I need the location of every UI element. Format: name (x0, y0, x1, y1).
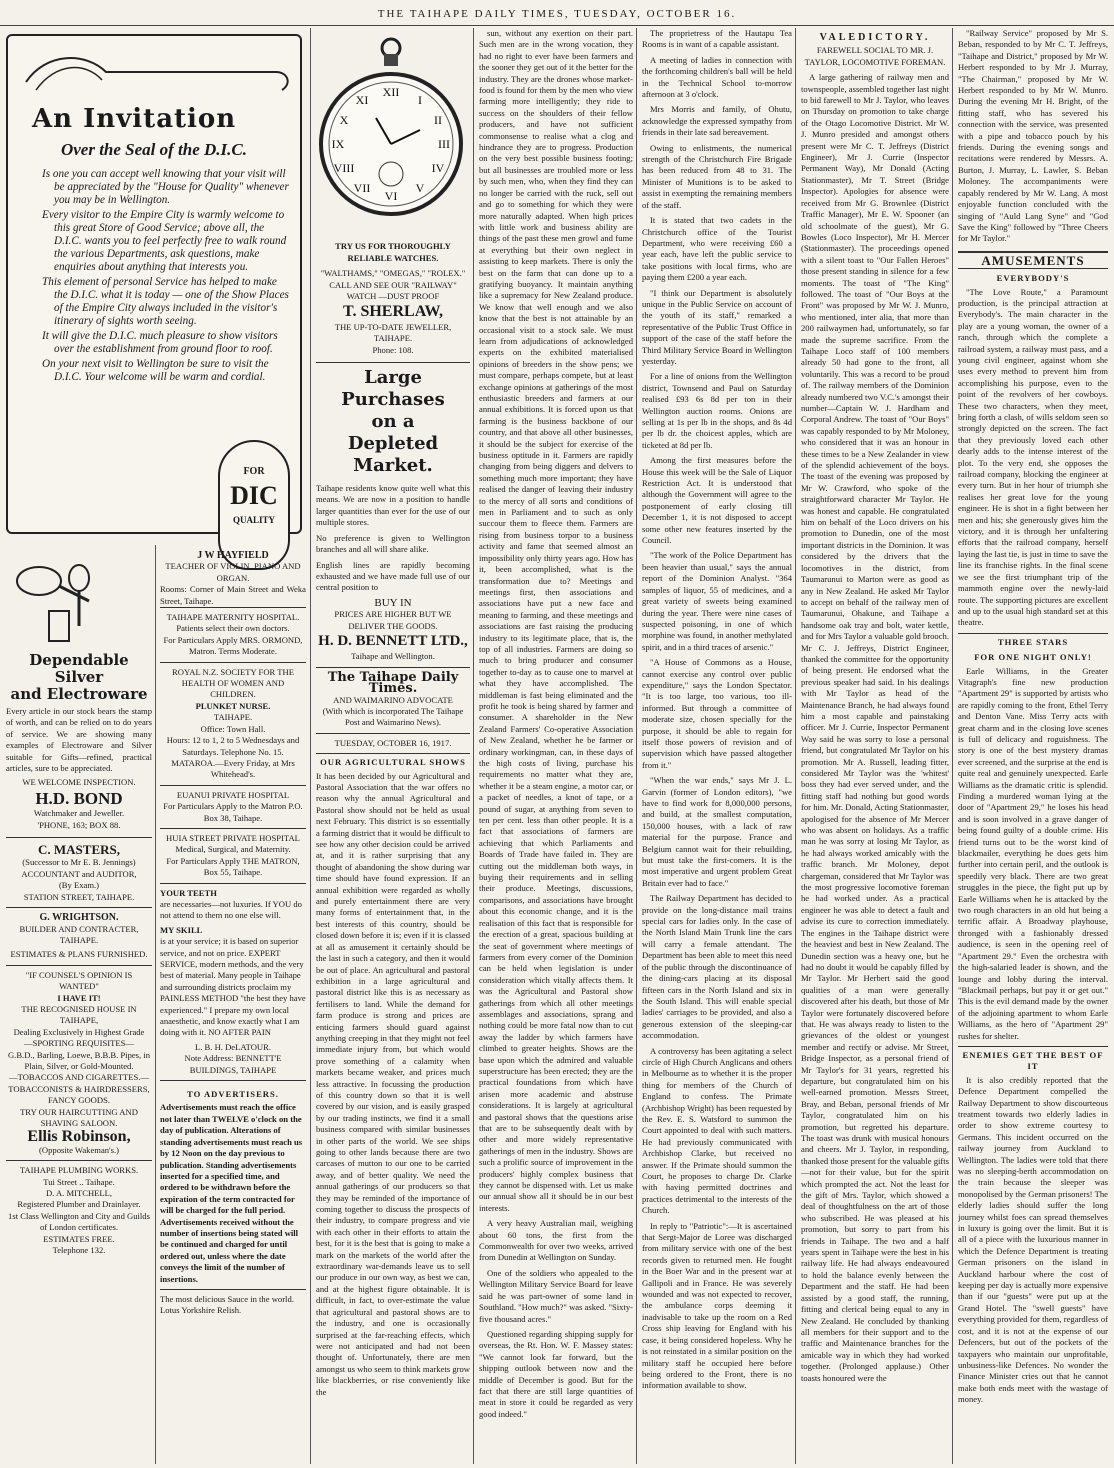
sherlaw-phone: Phone: 108. (372, 344, 414, 355)
sherlaw-sub: THE UP-TO-DATE JEWELLER, TAIHAPE. (334, 321, 452, 344)
svg-text:VII: VII (353, 181, 371, 195)
counsel-line: —SPORTING REQUISITES— (23, 1038, 134, 1049)
huia-sub: Medical, Surgical, and Maternity. (175, 844, 291, 855)
column-5 (801, 28, 949, 1464)
euanui-sub: For Particulars Apply to the Matron P.O. Box 38, Taihape. (163, 801, 303, 823)
valedictory-text: A large gathering of railway men and townspeople, assembled together last night to bid farewell to Mr J. Taylor, who leaves on Thursday on promotion to take charge of the Otago Locomotive District. Mr W. J. Munro presided and amongst others present were Mr C. T. Jeffreys (District Engineer), Mr J. Currie (Inspector Permanent Way), Mr Donald (Acting Stationmaster), Mr T. Street (Bridge Inspector). Apologies for absence were received from Mr G. Brownlee (District Traffic Manager), Mr E. W. Spooner (an old schoolmate of the guest), Mr G. Bowles (Loco Inspector), Mr H. Mercer (Stationmaster). The proceedings opened with a silent toast to "Our Fallen Heroes" those present standing in silence for a few moments. The toast of "The King" followed. The toast of "Our Boys at the Front" was proposed by Mr W. J. Munro, who mentioned, inter alia, that more than 200 railwaymen had, unfortunately, so far made the supreme sacrifice. From the Taihape Loco staff of 100 members already 50 had gone to the front, all voluntarily. This was a record to be proud of. The railway members of the Dominion already numbered two V.C.'s amongst their number—Captain W. J. Hardham and Corporal Andrew. The toast of "Our Boys" was capably responded to by Mr Moloney, who considered that it was an honour in these times to be a New Zealander in view of the splendid achievement of the boys. The toast of the evening was proposed by Mr W. Crawford, who spoke of the straightforward character Mr Taylor. He was honest and capable. He congratulated him on behalf of the Loco drivers on his promotion to Dunedin, one of the most important districts in the Dominion. It was considered by the drivers that the locomotives in the district, from Taumarunui to Marton were as good as any in New Zealand. He asked Mr Taylor to accept on behalf of the railway men of Taumarunui, Ohakune, and Taihape a handsome oak tray and bolt, water kettle, and for Mrs Taylor a valuable gold brooch. Mr C. J. Jeffreys, District Engineer, thanked the committee for the opportunity of being present. He endorsed what the previous speaker had said. In his dealings with Mr Taylor as head of the Maintenance Branch, he had always found him a most capable and painstaking officer. Mr J. Currie, Inspector Permanent Way said he was sorry to lose a personal friend, but congratulated Mr Taylor on his promotion. Mr A. Russell, leading fitter, considered Mr Taylor was the 'whitest' boss they had ever served under, and the fitting staff had nothing but good words for him. Mr. Donald, Acting Stationmaster, apologised for the absence of Mr Mercer who was absent on holidays. As a traffic man he was sorry at losing Mr Taylor, as he had always worked amicably with the traffic branch. Mr Moloney, depot chargeman, considered that Mr Taylor was the most progressive locomotive foreman he had worked under. As a practical engineer he was able to detect a fault and advise its cure to correction immediately. The engines in the Taihape district were the heaviest and best in New Zealand. The Dunedin section was a heavy one, but he had no doubt it would be capably filled by Mr Taylor. Mr Herbert said the good qualities of a man were generally discovered after his death, but those of Mr Taylor were fortunately discovered before that. He was always ready to listen to the grievances of the oldest or youngest member and rectify or advise. Mr Street, Bridge Inspector, as a personal friend of Mr Taylor's for 31 years, regretted his departure, but congratulated him on his well-earned promotion. Messrs Street, Bray, and Beban, personal friends of Mr Taylor, congratulated him on his promotion, but regretted his departure. The toast was drunk with musical honours and cheers. Mr J. Taylor, in responding, thanked those present for the valuable gifts —not for their value, but for the spirit which prompted the act. Not the least for the gift of Mrs. Taylor, which showed a deal of thoughtfulness on the art of those who subscribed. He was pleased at his promotion, but sorry to part from his friends in Taihape. The two and a half years spent in Taihape were the best in his railway life. He had always endeavoured to hold the balance evenly between the Department and the staff. He had been assisted by a good staff, the running, fitting and clerical being equal to any in New Zealand. He concluded by thanking all members for their support and to the traffic and Maintenance branches for the amicable way in which they had worked together. (Prolonged applause.) Other toasts honoured were the (801, 72, 949, 1383)
masters-ad (6, 837, 152, 907)
plunket-location: TAIHAPE. (213, 712, 253, 723)
counsel-line: I HAVE IT! (57, 992, 101, 1003)
masters-job: ACCOUNTANT and AUDITOR, (21, 868, 137, 879)
dentist-ad (160, 883, 306, 1081)
news-item: "When the war ends," says Mr J. L. Garvin (former of London editors), "we have to find work for 8,000,000 persons, and build, at the smallest computation, 150,000 houses, with a lack of raw material for the purpose. France and Belgium cannot wait for their rebuilding, but must take the first-comers. It is the most imperative and urgent problem Great Britain ever had to face." (642, 775, 792, 888)
plumb-line: Telephone 132. (52, 1245, 106, 1256)
column-rule (795, 28, 796, 1464)
maternity-sub: Patients select their own doctors. (176, 623, 290, 634)
column-1a (6, 550, 152, 1464)
large-purchases-2: on a (371, 411, 415, 433)
invite-paragraph: This element of personal Service has helped to make the D.I.C. what it is today — one of the Show Places of the Empire City always included in the visitor's itinerary of sights worth seeing. (42, 276, 289, 327)
bennett-text-3: English lines are rapidly becoming exhausted and we have made full use of our central position to (316, 559, 470, 593)
hayfield-job: TEACHER OF VIOLIN, PIANO AND ORGAN. (165, 561, 301, 583)
plumb-line: D. A. MITCHELL, (45, 1188, 113, 1199)
bennett-text: Taihape residents know quite well what this means. We are now in a position to handle larger quantities than ever for the use of our multiple stores. (316, 483, 470, 528)
column-rule (155, 545, 156, 1464)
news-item: "I think our Department is absolutely unique in the Public Service on account of the youth of its staff," remarked a representative of the Public Trust Office in support of the case of the staff before the Third Military Service Board in Wellington yesterday. (642, 287, 792, 366)
masters-sub: (Successor to Mr E. B. Jennings) (22, 857, 136, 868)
svg-text:III: III (438, 137, 450, 151)
royal-society: ROYAL N.Z. SOCIETY FOR THE HEALTH OF WOMEN AND CHILDREN. (172, 666, 294, 700)
masters-name: C. MASTERS, (38, 842, 120, 858)
valedictory-title: VALEDICTORY. (819, 32, 931, 43)
bond-phone: 'PHONE, 163; BOX 88. (37, 819, 121, 830)
skill-text: is at your service; it is based on superior service, and not on price. EXPERT SERVICE, modern methods, and the very best of material. Many people in Taihape and surrounding districts proclaim my PAINLESS METHOD "the best they have experienced." I prepare my own local anaesthetic, and know exactly what I am doing with it. NO AFTER PAIN (160, 936, 306, 1038)
counsel-line: G.B.D., Barling, Loewe, B.B.B. Pipes, in Plain, Silver, or Gold-Mounted. (7, 1049, 151, 1071)
column-2 (316, 28, 470, 1464)
lotus-ad (160, 1289, 306, 1321)
news-item: A very heavy Australian mail, weighing about 60 tons, the first from the Commonwealth for over two weeks, arrived from Dunedin at Wellington on Sunday. (479, 1218, 633, 1263)
robinson-ad (6, 965, 152, 1161)
masthead (316, 667, 470, 733)
maternity-ad (160, 607, 306, 662)
plunket-title: PLUNKET NURSE. (195, 700, 271, 711)
maternity-matron: Matron. Terms Moderate. (188, 646, 278, 657)
valedictory-subtitle: FAREWELL SOCIAL TO MR. J. TAYLOR, LOCOMOTIVE FOREMAN. (804, 45, 946, 67)
brush-mirror-icon (9, 556, 149, 646)
column-rule (473, 28, 474, 1464)
bennett-location: Taihape and Wellington. (351, 651, 435, 662)
latour-name: L. B. H. DeLATOUR. (195, 1041, 271, 1052)
advertisers-title: TO ADVERTISERS. (187, 1089, 279, 1100)
wrightson-name: G. WRIGHTSON. (39, 912, 119, 924)
plunket-mataroa: MATAROA.—Every Friday, at Mrs Whitehead's. (171, 757, 295, 780)
bennett-ad (316, 362, 470, 667)
plunket-hours: Hours: 12 to 1, 2 to 5 Wednesdays and Saturdays. Telephone No. 15. (166, 735, 300, 757)
news-item: In reply to "Patriotic":—It is ascertained that Sergt-Major de Loree was discharged from military service with one of the best records given to returned men. He fought in the Boer War and in the present war at Gallipoli and in France. He was severely wounded and was not expected to recover, the ambulance corps deeming it inadvisable to take up the room on a Red Cross ship leaving for England with his case, it being considered hopeless. Why he is not reinstated in a similar position on the military staff he occupied here before being ordered to the Front, there is no information available to show. (642, 1220, 792, 1391)
advertisers-notice (160, 1080, 306, 1289)
news-item: One of the soldiers who appealed to the Wellington Military Service Board for leave said he was part-owner of some land in Southland. "How much?" was asked. "Sixty-five thousand acres." (479, 1267, 633, 1324)
watch-tagline: TRY US FOR THOROUGHLY RELIABLE WATCHES. (335, 241, 451, 263)
news-item: A meeting of ladies in connection with the forthcoming children's ball will be held in the Technical School to-morrow afternoon at 3 o'clock. (642, 54, 792, 100)
maternity-apply: For Particulars Apply MRS. ORMOND, (163, 634, 303, 645)
hayfield-rooms: Rooms: Corner of Main Street and Weka Street, Taihape. (160, 584, 306, 606)
editorial-title: OUR AGRICULTURAL SHOWS (316, 753, 470, 768)
large-purchases: Large Purchases (341, 367, 445, 411)
ellis-robinson: Ellis Robinson, (27, 1128, 131, 1146)
paper-title: The Taihape Daily Times. (327, 669, 459, 697)
watch-brands: "WALTHAMS," "OMEGAS," "ROLEX." CALL AND SEE OUR "RAILWAY" WATCH —DUST PROOF (320, 268, 466, 302)
bond-trade: Watchmaker and Jeweller. (33, 808, 125, 819)
wrightson-ad (6, 907, 152, 965)
counsel-line: TRY OUR HAIRCUTTING AND SHAVING SALOON. (20, 1106, 138, 1128)
news-item: The proprietress of the Hautapu Tea Rooms is in want of a capable assistant. (642, 28, 792, 50)
news-item: The Railway Department has decided to provide on the long-distance mail trains special cars for ladies only. In the case of the North Island Main Trunk line the cars will carry a female attendant. The Department has been able to meet this need of the public through the discontinuance of the dining-cars placing at its disposal fifteen cars in the North Island and six in the South Island. This will enable special ladies' carriages to be provided, and also a generous extension of the sleeping-car accommodation. (642, 893, 792, 1041)
plumbing-ad (6, 1160, 152, 1260)
invite-body (42, 168, 290, 384)
svg-text:V: V (415, 181, 425, 195)
paper-subtitle: AND WAIMARINO ADVOCATE (333, 694, 453, 705)
news-item: "A House of Commons as a House, cannot exercise any control over public expenditure," says the London Spectator. "It is too large, too various, too ill-informed. But through a committee of moderate size, chosen specially for the purpose, it should be able to regain for itself those powers of revision and of supervision which have passed altogether from it." (642, 657, 792, 770)
svg-text:II: II (434, 113, 442, 127)
bennett-text-2: No preference is given to Wellington branches and all will share alike. (316, 532, 470, 555)
news-item: Questioned regarding shipping supply for overseas, the Rt. Hon. W. F. Massey states: "We cannot look far forward, but the shipping outlook between now and the middle of December is good. But for the fact that there are still large quantities of meat in store it could be regarded as very good indeed." (479, 1328, 633, 1419)
plunket-ad (160, 662, 306, 785)
buy-in: BUY IN (374, 596, 412, 609)
pocket-watch-icon (316, 34, 466, 234)
editorial-continued: sun, without any exertion on their part. Such men are in the wrong vocation, they had no right to ever have been farmers and the sooner they get out of it the better for the industry. They are the drones whose market-food is found for them by the men who view farming more intelligently; they ride to success on the shoulders of their fellow producers, and have not sufficient commonsense to realise what a clog and hindrance they are to progress. Production on the very best possible business footing; but all businesses are troubled more or less by such men, who, when they find they can no longer be carried with the ruck, sell out and go to something for which they were more naturally adapted. When high prices with little work and business ability are things of the past these men growl and fume at everything but their own neglect in assisting to keep markets. There is only the best on the farm that can done up to a gratifying buoyancy. It maintain anything like a supremacy for New Zealand produce. We know that well enough and we also know that the best is not attainable by an occasional visit to a stock sale. We must learn from adjudications of acknowledged experts on the exhibited materialised opinions of breeders in the show pens; we must compare, perhaps compete, but at least exchange opinions at gatherings of the most enthusiastic breeders and farmers at our annual exhibitions. It is forced upon us that farming is the business backbone of our country, and that above all other businesses, it should be the subject for exercise of the business optitude in it. Farmers are rapidly changing from being diggers and delvers to something much more important; they have realised the danger of leaving their industry to the mercy of all sorts and conditions of men in Parliament and to such as only succour them to fleece them. Farmers are rising from business torpor to a business activity and fame that seemed almost an impossibility only thirty years ago. How has it, been accomplished, what is the transformation due to? Meetings and meetings first, then associations and associations have put a new face and meaning to farming, and these meetings and associations are fast raising the producing industry to its legitimate place, that is, the top of all industries. Farmers are doing so much to bring producer and consumer together to-day as to cause one to marvel at what they have accomplished. The middleman is fast being eliminated and the profit he took is being shared by farmer and consumer. A shareholder in the New Zealand Farmers' Co-operative Association of New Zealand, whether he be farmer or ordinary workingman, can, in these days of the high costs of living, purchase his requirements no matter what they are, whether it be a steam engine, a motor car, or a packet of needles, a knot of tape, or a pound of sugar, at anything from seven to ten per cent. less than other people. It is a fact that associations of farmers are achieving that which Parliaments and Boards of Trade have failed in. They are cutting out the middleman both ways, in buying their requirements and in selling their produce. Meetings, discussions, comparisons, and associations have brought about this economic change, and it is the realisation of this fact that is responsible for the erection of a great, spacious building at the seat of government where meetings of farmers from every corner of the Dominion can be held when legislation is under consideration which vitally affects them. It was the Agricultural and Pastoral show gatherings from which all other meetings assemblages and associations, sprang and nothing could be more fatal now than to cut away the ladder by which farmers have climbed to greater heights. Shows are the base upon which the admired and valuable superstructure has been erected; they are the practical foundations from which have arisen more academic and abstruse considerations. It is largely at agricultural and pastoral shows that the questions arise that are to be subsequently dealt with by other and more widely representative gatherings of men in the industry. Shows are such a prolific source of improvement in the producers' highly complex business that they cannot be dispensed with. Let us make our annual show all it should be in our best interests. (479, 28, 633, 1213)
news-item: Owing to enlistments, the numerical strength of the Christchurch Fire Brigade has been reduced from 48 to 31. The Minister of Munitions is to be asked to assist in exempting the remaining members of the staff. (642, 142, 792, 210)
column-3 (479, 28, 633, 1464)
seal-for: FOR (243, 466, 265, 477)
column-4 (642, 28, 792, 1464)
euanui-title: EUANUI PRIVATE HOSPITAL (176, 789, 290, 800)
column-rule (310, 28, 311, 1464)
counsel-line: THE RECOGNISED HOUSE IN TAIHAPE, (21, 1003, 137, 1026)
svg-text:VIII: VIII (333, 161, 355, 175)
bond-title: Dependable Silver (29, 651, 129, 686)
masters-address: STATION STREET, TAIHAPE. (23, 891, 135, 902)
maternity-title: TAIHAPE MATERNITY HOSPITAL. (166, 612, 300, 623)
plumb-line: 1st Class Wellington and City and Guilds of London certificates. (8, 1210, 150, 1233)
seal-quality: QUALITY (232, 515, 275, 525)
wrightson-job: BUILDER AND CONTRACTER, TAIHAPE. (19, 923, 139, 945)
ellis-sub: (Opposite Wakeman's.) (39, 1144, 119, 1155)
plunket-office: Office: Town Hall. (200, 723, 266, 734)
invite-paragraph: Is one you can accept well knowing that your visit will be appreciated by the "House for Quality" whenever you may be in Wellington. (42, 168, 289, 206)
news-item: Mrs Morris and family, of Ohutu, acknowledge the expressed sympathy from friends in their late sad bereavement. (642, 104, 792, 138)
bond-text: Every article in our stock bears the stamp of worth, and can be relied on to do years of service. We are showing many examples of Electroware and Silver suitable for Gifts—refined, practical articles, sure to be appreciated. (6, 706, 152, 774)
dic-invitation-ad (6, 34, 302, 534)
one-night-title: FOR ONE NIGHT ONLY! (974, 652, 1092, 663)
hayfield-name: J W HAYFIELD (197, 550, 269, 561)
news-item: It is stated that two cadets in the Christchurch office of the Tourist Department, who were receiving £60 a year each, have left the public service to take positions with local firms, who are paying them £200 a year each. (642, 215, 792, 283)
amusements-title: AMUSEMENTS (958, 251, 1108, 269)
plumb-line: ESTIMATES FREE. (43, 1233, 115, 1244)
advertisers-text: Advertisements must reach the office not later than TWELVE o'clock on the day of publication. Alterations of standing advertisements must reach us by 12 Noon on the day previous to publication. Standing advertisements inserted for a specified time, and ordered to be withdrawn before the expiration of the term contracted for will be charged for the full period. Advertisements received without the number of insertions being stated will be continued and charged for until ordered out, unless where the date conveys the limit of the number of insertions. (160, 1102, 303, 1284)
page-header: THE TAIHAPE DAILY TIMES, TUESDAY, OCTOBER 16. (0, 0, 1114, 26)
bond-title-2: and Electroware (10, 685, 148, 703)
euanui-ad (160, 785, 306, 828)
news-item: Among the first measures before the House this week will be the Sale of Liquor Restriction Act. It is understood that although the Government will agree to the postponement of early closing till December 1, it is not disposed to accept some other new features inserted by the Council. (642, 455, 792, 546)
paper-subtitle-2: (With which is incorporated The Taihape Post and Waimarino News). (322, 705, 464, 728)
scroll-ornament-icon (16, 42, 296, 102)
plumb-line: Tui Street .. Taihape. (43, 1176, 115, 1187)
skill-title: MY SKILL (160, 924, 203, 935)
buy-in-2: PRICES ARE HIGHER BUT WE DELIVER THE GOODS. (334, 609, 452, 631)
seal-dic: DIC (230, 481, 278, 510)
svg-text:IV: IV (431, 161, 445, 175)
svg-text:IX: IX (331, 137, 345, 151)
three-stars-title: THREE STARS (958, 633, 1108, 648)
column-6 (958, 28, 1108, 1464)
date-line: TUESDAY, OCTOBER 16, 1917. (334, 737, 452, 748)
svg-text:VI: VI (384, 189, 398, 203)
svg-text:I: I (418, 93, 422, 107)
bond-inspection: WE WELCOME INSPECTION. (22, 777, 136, 788)
editorial (316, 733, 470, 1402)
counsel-line: TOBACCONISTS & HAIRDRESSERS, FANCY GOODS. (8, 1083, 150, 1106)
counsel-line: Dealing Exclusively in Highest Grade (13, 1026, 145, 1037)
masters-exam: (By Exam.) (58, 880, 100, 891)
invite-subtitle: Over the Seal of the D.I.C. (60, 140, 248, 159)
lotus-text: The most delicious Sauce in the world. Lotus Yorkshire Relish. (160, 1293, 294, 1316)
invite-paragraph: On your next visit to Wellington be sure to visit the D.I.C. Your welcome will be warm and cordial. (42, 358, 269, 383)
valedictory-continued: "Railway Service" proposed by Mr S. Beban, responded to by Mr C. T. Jeffreys, "Taihape and District," proposed by Mr W. Herbert responded to by Mr J. Murray, "The Chairman," proposed by Mr W. Herbert responded to by Mr W. Munro. During the evening Mr H. Bright, of the fitting staff, who has severed his connection with the service, was presented with a pipe and tobacco pouch by his friends. During the evening songs and recitations were rendered by Messrs. A. Burton, J. Murray, L. Lawler, S. Beban Moloney. The accompaniments were capably rendered by Mr W. Lang. A most enjoyable function concluded with the singing of "Auld Lang Syne" and "God Save the King" followed by "Three Cheers for Mr Taylor." (958, 28, 1108, 244)
enemies-text: It is also credibly reported that the Defence Department compelled the Railway Department to show discourteous treatment towards two elderly ladies in order to show extreme courtesy to Germans. This incident occurred on the railway journey from Auckland to Wellington. The ladies were told that there was no sleeping-berth accommodation on the train because the sleeper was monopolised by the German prisoners! The elderly ladies should suffer the long journey whilst foes can spread themselves in luxury is going over the limit. But it is all of a piece with the luxurious manner in which the Defence Department is treating German prisoners on the island in Auckland harbour where the cost of keeping per day is actually more expensive than if our "guests" were put up at the Grand Hotel. The "swell guests" have everything provided for them, regardless of cost, and it is not at the expense of our Defencers, but out of the pockets of the taxpayers who maintain our unprofitable, unbusiness-like Defences. No wonder the Finance Minister cries out that he cannot make both ends meet with the wastage of money. (958, 1074, 1108, 1405)
teeth-title: YOUR TEETH (160, 887, 217, 898)
counsel-line: "IF COUNSEL'S OPINION IS WANTED" (25, 969, 133, 992)
wrightson-estimates: ESTIMATES & PLANS FURNISHED. (10, 949, 148, 960)
column-rule (952, 28, 953, 1464)
everybodys-title: EVERYBODY'S (996, 273, 1070, 284)
plumb-line: Registered Plumber and Drainlayer. (17, 1199, 141, 1210)
svg-text:X: X (339, 113, 349, 127)
enemies-title: ENEMIES GET THE BEST OF IT (958, 1046, 1108, 1073)
column-rule (636, 28, 637, 1464)
sherlaw-name: T. SHERLAW, (342, 303, 444, 321)
invite-paragraph: Every visitor to the Empire City is warmly welcome to this great Store of Good Service; above all, the D.I.C. wants you to feel perfectly free to walk round the various Departments, ask questions, make enquiries about anything that interests you. (42, 209, 287, 273)
plumb-line: TAIHAPE PLUMBING WORKS. (19, 1165, 139, 1176)
large-purchases-3: Depleted Market. (347, 433, 439, 477)
news-item: For a line of onions from the Wellington district, Townsend and Paul on Saturday realised £93 6s 8d per ton in their Wellington auction rooms. Onions are selling at 1s per lb in the shops, and 8s 4d per lb dr. the choicest apples, which are ticketed at 8d per lb. (642, 371, 792, 450)
bennett-name: H. D. BENNETT LTD., (318, 632, 468, 649)
teeth-text: are necessaries—not luxuries. If YOU do not attend to them no one else will. (160, 898, 302, 921)
invite-title: An Invitation (32, 104, 237, 134)
invite-paragraph: It will give the D.I.C. much pleasure to show visitors over the establishment from ground floor to roof. (42, 330, 278, 355)
counsel-line: —TOBACCOS AND CIGARETTES.— (9, 1072, 149, 1083)
huia-title: HUIA STREET PRIVATE HOSPITAL (166, 832, 300, 843)
huia-ad (160, 828, 306, 883)
amusement-text: Earle Williams, in the Greater Vitagraph's fine new production "Apartment 29" is supported by artists who are rapidly coming to the front, Ethel Terry and Denton Vane. Miss Terry acts with great charm and in the closing love scenes is full of delicacy and roguishness. The story is one of the best mystery dramas ever screened, and the surprise at the end is quite real and genuinely unexpected. Earle Williams as the dramatic critic is splendid. Finding a murdered woman lying at the door of "Apartment 29," he loses his head and is soon involved in a grave danger of being found guilty of a double crime. His friend turns out to be the worst kind of blackmailer, everything he does gets him further into certain peril, and the outlook is speedily very black. There are two great struggles in the piece, the fight put up by Earle Williams when he is attacked by the two rough characters in an old hut being a terrific affair. A Broadway playhouse, thronged with a fashionably dressed audience, is seen in the opening reel of "Apartment 29." Even the orchestra with the high-salaried leader is shown, and the lounge and lobby during the interval. "Blackmail perhaps, but pay it or get out." This is the evil demand made by the owner of the adjoining apartment to whom Earle Williams, as the hero of "Apartment 29" rushes for shelter. (958, 665, 1108, 1041)
latour-address: Note Address: BENNETT'E BUILDINGS, TAIHAPE (184, 1053, 282, 1075)
huia-apply: For Particulars Apply THE MATRON, Box 55, Taihape. (166, 855, 300, 878)
amusement-text: "The Love Route," a Paramount production, is the principal attraction at Everybody's. The main character in the play are a young woman, the owner of a ranch, through which the complete a railroad system, a railway must pass, and a young civil engineer, against whom she uses every method to prevent him from accomplishing his purpose, even to the point of the revolvers of her cowboys. These two characters, when they meet, bring forth a clash, of wills seldom seen so strongly depicted on the screen. The fact that they previously loved each other dearly adds to the intense interest of the plot. To the very end, she opposes the railroad company, blocking the engineer at every turn. But in her hour of triumph she realises her great love for the young engineer. He is shot in a fight between her men and his; she generously gives him the victory, and it is through her unfaltering efforts that the railroad company, herself laying the last tie, is just in time to save the line its franchise rights. In the final scene we see the first triumphant trip of the mammoth engine over the newly-laid route. The supporting pictures are excellent and up to the usual high standard set at this theatre. (958, 286, 1108, 628)
editorial-text: It has been decided by our Agricultural and Pastoral Association that the war offers no reason why the annual Agricultural and Pastoral show should not be held as usual next February. This district is so essentially a farming district that it would be difficult to see how any other decision could be arrived at, and it is rather surprising that any thought of abandoning the show during war time should have found expression. If an annual exhibition were regarded as wholly and purely entertainment there are very many forms of entertainment that, in the best interests of this country, should be closed down before it is; even if it is classed at all as amusement it certainly should be the last in such a category, and then it would be out of place. An agricultural and pastoral exhibition in a large agricultural and pastoral district like this is as necessary as fertilisers to land. While the demand for farm produce is strong and prices are enticing farmers should guard against anything creeping in that they might not feel immediate injury from, but which would prove something of a calamity when markets became weaker, and prices much less attractive. In focussing the production of this country down so that it is well covered by our vision, and is easily grasped by our trading instincts, we find it a small business compared with similar businesses in other parts of the world. We see ships going to other lands because there are two carcases of mutton to our one to be carried away, and of better quality. We need the annual gatherings of our producers so that they may be reminded of the importance of coming together to discuss the prospects of their industry, to compare progress and vie with each other in their efforts to attain the best, for it is the best that is going to make a mark on the markets of the world after the extraordinary war-demands leave us to sell our produce in our own way, as best we can, and at the highest figure obtainable. It is difficult, in fact, to over-estimate the value that agricultural and pastoral shows are to the industry, and one is occasionally surprised at the far-reaching effects, which were not anticipated and had not been thought of. Unfortunately, there are men amongst us who seem to think markets grow like blackberries, or rise conveniently like the (316, 770, 470, 1397)
svg-text:XI: XI (355, 93, 369, 107)
news-item: "The work of the Police Department has been heavier than usual," says the annual report of the Dominion Analyst. "364 samples of liquor, 55 of medicines, and a great variety of sweets being examined during the year. There were nine cases of suspected poisoning, in one of which morphine was found, in another methylated spirit, and in a third traces of arsenic." (642, 550, 792, 652)
column-1b (160, 550, 306, 1464)
news-item: A controversy has been agitating a select circle of High Church Anglicans and others in Melbourne as to whether it is the proper thing for members of the Church of England to confess. The Primate (Archbishop Wright) has been requested by the Rev. E. S. Watsford to summon the Court appointed to deal with such matters. He had previously communicated with Archbishop Clarke, but received no answer. If the Primate should summon the Court, he proposes to charge Dr. Clarke with having permitted doctrines and practices detrimental to the interests of the Church. (642, 1045, 792, 1216)
bond-name: H.D. BOND (35, 788, 123, 808)
svg-text:XII: XII (382, 85, 400, 99)
